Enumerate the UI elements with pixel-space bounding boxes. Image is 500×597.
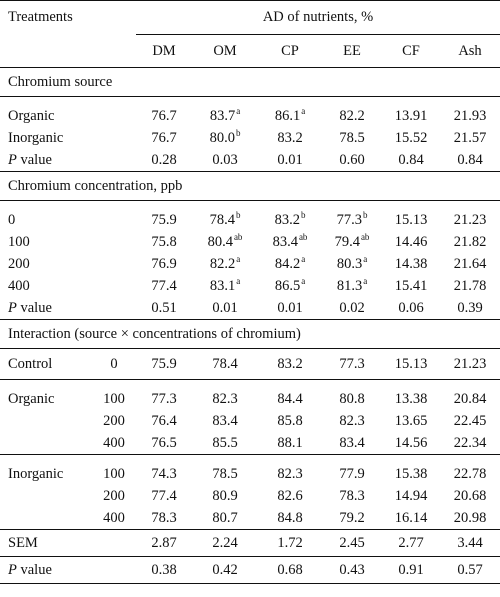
cell: 0.01 [277, 152, 303, 168]
cell: 20.68 [453, 488, 487, 504]
table-row [0, 253, 500, 275]
cell: 14.94 [394, 488, 428, 504]
cell: 78.3 [339, 488, 365, 504]
table-row [0, 388, 500, 410]
cell: 84.8 [277, 510, 303, 526]
col-ee: EE [343, 43, 361, 59]
concentration-cell: 400 [103, 435, 125, 451]
table-row [0, 432, 500, 455]
cell: 76.9 [151, 256, 177, 272]
cell: 83.2 [277, 356, 303, 372]
cell: 82.3 [339, 413, 365, 429]
section-title-interaction: Interaction (source × concentrations of chromium) [8, 326, 301, 342]
concentration-cell: 200 [103, 488, 125, 504]
section-title-row [0, 320, 500, 349]
cell: 80.4$^{ab}$ [207, 232, 243, 250]
table-row [0, 231, 500, 253]
row-label: P value [8, 300, 52, 316]
cell: 76.7 [151, 108, 177, 124]
cell: 86.5$^a$ [274, 276, 306, 294]
cell: 14.46 [394, 234, 428, 250]
cell: 0.60 [339, 152, 365, 168]
row-label: 0 [8, 212, 16, 228]
cell: 82.6 [277, 488, 303, 504]
cell: 76.4 [151, 413, 177, 429]
cell: 80.3$^a$ [336, 254, 368, 272]
cell: 76.5 [151, 435, 177, 451]
cell: 3.44 [457, 535, 483, 551]
cell: 13.38 [394, 391, 428, 407]
cell: 82.3 [277, 466, 303, 482]
cell: 84.4 [277, 391, 303, 407]
table-row [0, 275, 500, 297]
cell: 0.02 [339, 300, 365, 316]
cell: 77.4 [151, 488, 177, 504]
cell: 1.72 [277, 535, 303, 551]
col-cf: CF [402, 43, 420, 59]
cell: 21.57 [453, 130, 487, 146]
cell: 20.98 [453, 510, 487, 526]
cell: 0.84 [398, 152, 424, 168]
cell: 83.4 [212, 413, 238, 429]
cell: 0.91 [398, 562, 424, 578]
cell: 85.5 [212, 435, 238, 451]
cell: 21.23 [453, 356, 487, 372]
cell: 79.4$^{ab}$ [334, 232, 370, 250]
cell: 20.84 [453, 391, 487, 407]
treatments-header: Treatments [8, 9, 73, 26]
cell: 82.2$^a$ [209, 254, 241, 272]
header-row-2 [0, 35, 500, 68]
cell: 21.23 [453, 212, 487, 228]
row-label: Inorganic [8, 466, 64, 482]
sem-row [0, 530, 500, 557]
cell: 0.28 [151, 152, 177, 168]
cell: 15.41 [394, 278, 428, 294]
cell: 76.7 [151, 130, 177, 146]
concentration-cell: 400 [103, 510, 125, 526]
cell: 83.2 [277, 130, 303, 146]
p-value-row [0, 557, 500, 584]
cell: 80.9 [212, 488, 238, 504]
col-ash: Ash [458, 43, 482, 59]
cell: 84.2$^a$ [274, 254, 306, 272]
col-dm: DM [152, 43, 176, 59]
table-row [0, 463, 500, 485]
cell: 83.7$^a$ [209, 106, 241, 124]
cell: 75.9 [151, 212, 177, 228]
control-row [0, 349, 500, 380]
row-label: Organic [8, 391, 55, 407]
cell: 83.2$^b$ [274, 210, 306, 228]
cell: 21.82 [453, 234, 487, 250]
row-label: Organic [8, 108, 55, 124]
cell: 0.03 [212, 152, 238, 168]
cell: 81.3$^a$ [336, 276, 368, 294]
cell: 15.13 [394, 212, 428, 228]
row-label: Inorganic [8, 130, 64, 146]
cell: 83.4 [339, 435, 365, 451]
cell: 16.14 [394, 510, 428, 526]
row-label: 400 [8, 278, 30, 294]
cell: 0.68 [277, 562, 303, 578]
cell: 86.1$^a$ [274, 106, 306, 124]
concentration-cell: 100 [103, 391, 125, 407]
cell: 78.5 [339, 130, 365, 146]
cell: 82.2 [339, 108, 365, 124]
table-row [0, 127, 500, 149]
cell: 80.7 [212, 510, 238, 526]
cell: 0.43 [339, 562, 365, 578]
cell: 2.77 [398, 535, 424, 551]
concentration-cell: 0 [110, 356, 118, 372]
cell: 74.3 [151, 466, 177, 482]
cell: 78.3 [151, 510, 177, 526]
section-title-row [0, 172, 500, 201]
cell: 21.93 [453, 108, 487, 124]
row-label: P value [8, 562, 52, 578]
col-om: OM [213, 43, 237, 59]
cell: 85.8 [277, 413, 303, 429]
cell: 80.0$^b$ [209, 128, 241, 146]
cell: 14.56 [394, 435, 428, 451]
header-row-1 [0, 1, 500, 35]
cell: 22.34 [453, 435, 487, 451]
cell: 77.3 [339, 356, 365, 372]
concentration-cell: 200 [103, 413, 125, 429]
cell: 15.13 [394, 356, 428, 372]
cell: 14.38 [394, 256, 428, 272]
cell: 15.52 [394, 130, 428, 146]
cell: 13.91 [394, 108, 428, 124]
cell: 82.3 [212, 391, 238, 407]
row-label: SEM [8, 535, 38, 551]
cell: 0.38 [151, 562, 177, 578]
cell: 0.39 [457, 300, 483, 316]
cell: 22.78 [453, 466, 487, 482]
table-row [0, 209, 500, 231]
p-value-row [0, 297, 500, 320]
cell: 0.84 [457, 152, 483, 168]
cell: 78.4 [212, 356, 238, 372]
cell: 77.9 [339, 466, 365, 482]
cell: 15.38 [394, 466, 428, 482]
col-cp: CP [281, 43, 299, 59]
cell: 83.4$^{ab}$ [272, 232, 308, 250]
cell: 75.9 [151, 356, 177, 372]
cell: 2.87 [151, 535, 177, 551]
cell: 0.42 [212, 562, 238, 578]
cell: 2.45 [339, 535, 365, 551]
cell: 83.1$^a$ [209, 276, 241, 294]
section-title-source: Chromium source [8, 74, 113, 90]
row-label: Control [8, 356, 53, 372]
cell: 80.8 [339, 391, 365, 407]
p-value-row [0, 149, 500, 172]
table-row [0, 485, 500, 507]
cell: 77.3$^b$ [336, 210, 368, 228]
row-label: 200 [8, 256, 30, 272]
cell: 21.64 [453, 256, 487, 272]
concentration-cell: 100 [103, 466, 125, 482]
cell: 79.2 [339, 510, 365, 526]
cell: 0.01 [277, 300, 303, 316]
row-label: 100 [8, 234, 30, 250]
section-title-concentration: Chromium concentration, ppb [8, 178, 183, 194]
table-row [0, 410, 500, 432]
cell: 0.06 [398, 300, 424, 316]
cell: 78.4$^b$ [209, 210, 241, 228]
cell: 0.01 [212, 300, 238, 316]
cell: 13.65 [394, 413, 428, 429]
cell: 21.78 [453, 278, 487, 294]
table-row [0, 105, 500, 127]
cell: 78.5 [212, 466, 238, 482]
table-row [0, 507, 500, 530]
cell: 75.8 [151, 234, 177, 250]
nutrient-group-header: AD of nutrients, % [136, 1, 500, 35]
cell: 2.24 [212, 535, 238, 551]
cell: 22.45 [453, 413, 487, 429]
section-title-row [0, 68, 500, 97]
cell: 0.57 [457, 562, 483, 578]
cell: 77.3 [151, 391, 177, 407]
cell: 0.51 [151, 300, 177, 316]
cell: 77.4 [151, 278, 177, 294]
cell: 88.1 [277, 435, 303, 451]
row-label: P value [8, 152, 52, 168]
